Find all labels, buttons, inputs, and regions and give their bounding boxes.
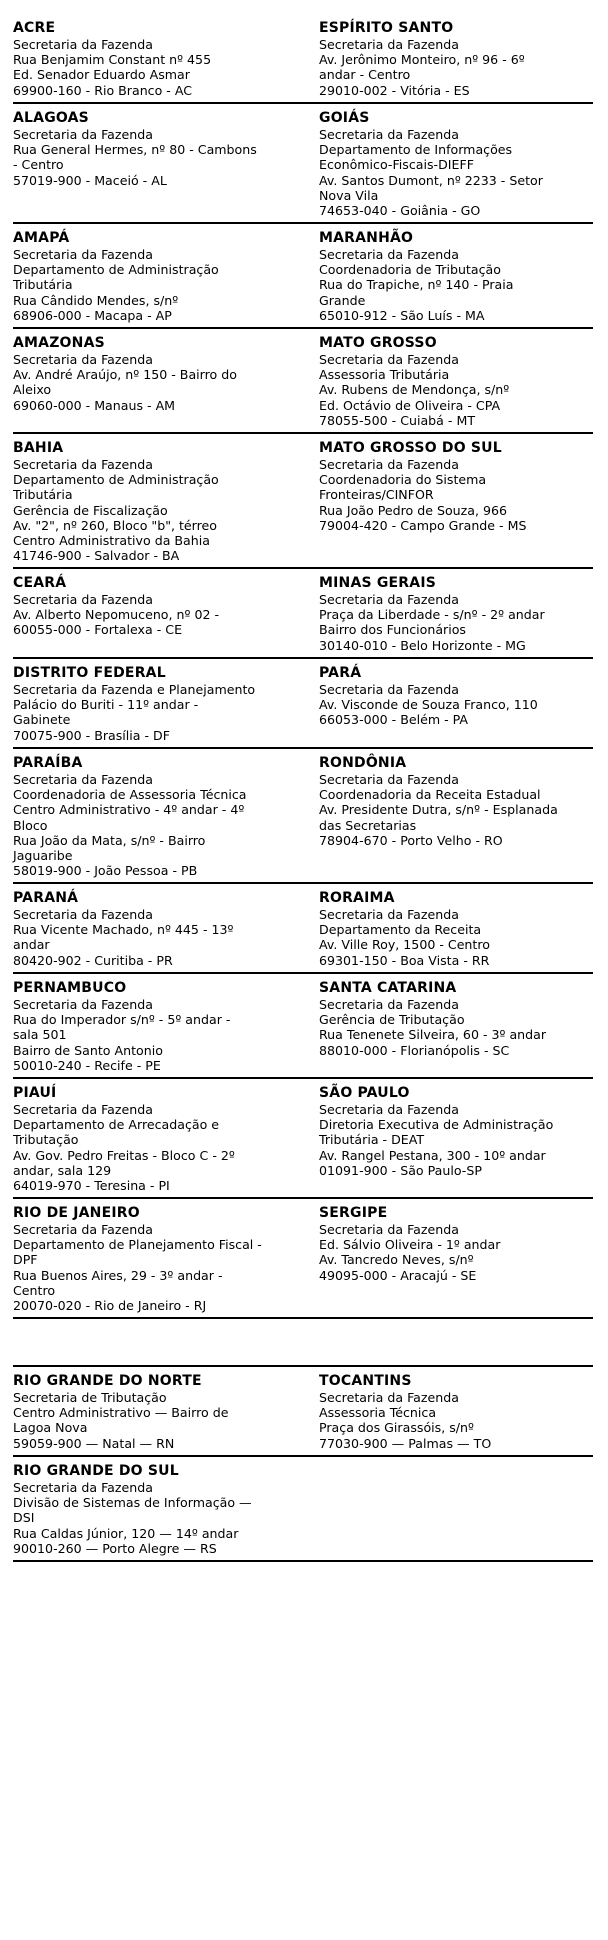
address-line: Rua Caldas Júnior, 120 — 14º andar — [13, 1525, 239, 1541]
address-line: Av. Alberto Nepomuceno, nº 02 - — [13, 607, 220, 623]
directory-column-right — [319, 14, 608, 98]
address-line: 77030-900 — Palmas — TO — [319, 1435, 492, 1451]
address-line: Lagoa Nova — [13, 1420, 88, 1436]
address-line: Divisão de Sistemas de Informação — — [13, 1495, 252, 1511]
state-entry-mato-grosso — [319, 329, 608, 428]
directory-column-right — [319, 749, 608, 848]
address-line: andar, sala 129 — [13, 1162, 112, 1178]
state-entry-parana — [13, 884, 303, 968]
address-line: Ed. Senador Eduardo Asmar — [13, 67, 190, 83]
directory-row — [13, 974, 593, 1079]
address-line: Av. Ville Roy, 1500 - Centro — [319, 937, 490, 953]
state-name: AMAPÁ — [13, 230, 70, 246]
state-entry-goias — [319, 104, 608, 218]
state-name: PERNAMBUCO — [13, 980, 127, 996]
address-line: 88010-000 - Florianópolis - SC — [319, 1042, 510, 1058]
directory-column-left — [13, 224, 303, 323]
state-entry-para — [319, 659, 608, 728]
state-entry-sao-paulo — [319, 1079, 608, 1178]
address-line: Rua do Imperador s/nº - 5º andar - — [13, 1012, 231, 1028]
address-line: Secretaria da Fazenda — [319, 457, 459, 472]
state-entry-paraiba — [13, 749, 303, 878]
address-line: Coordenadoria da Receita Estadual — [319, 787, 541, 803]
address-line: 59059-900 — Natal — RN — [13, 1435, 175, 1451]
address-line: Av. Gov. Pedro Freitas - Bloco C - 2º — [13, 1147, 235, 1163]
address-line: Departamento de Informações — [319, 142, 513, 158]
address-line: Assessoria Tributária — [319, 367, 450, 383]
state-name: TOCANTINS — [319, 1373, 412, 1389]
directory-row — [13, 14, 593, 104]
directory-row — [13, 104, 593, 224]
state-name: PARÁ — [319, 665, 362, 681]
address-line: Secretaria da Fazenda — [319, 352, 459, 367]
address-line: Secretaria de Tributação — [13, 1390, 167, 1405]
state-name: SÃO PAULO — [319, 1085, 410, 1101]
state-entry-rio-de-janeiro — [13, 1199, 303, 1313]
state-entry-espirito-santo — [319, 14, 608, 98]
directory-column-left — [13, 434, 303, 563]
directory-block-1 — [13, 14, 593, 1319]
directory-column-right — [319, 974, 608, 1058]
address-line: Departamento de Planejamento Fiscal - — [13, 1237, 262, 1253]
address-line: 30140-010 - Belo Horizonte - MG — [319, 637, 526, 653]
state-entry-amapa — [13, 224, 303, 323]
state-name: MATO GROSSO DO SUL — [319, 440, 502, 456]
address-line: Diretoria Executiva de Administração — [319, 1117, 554, 1133]
state-name: RORAIMA — [319, 890, 395, 906]
address-line: Secretaria da Fazenda — [13, 37, 153, 52]
address-line: DPF — [13, 1252, 38, 1268]
directory-column-left — [13, 884, 303, 968]
address-line: Nova Vila — [319, 187, 379, 203]
directory-column-left — [13, 749, 303, 878]
address-line: Av. Rangel Pestana, 300 - 10º andar — [319, 1147, 546, 1163]
state-entry-sergipe — [319, 1199, 608, 1283]
state-entry-minas-gerais — [319, 569, 608, 653]
address-line: 41746-900 - Salvador - BA — [13, 548, 180, 564]
address-line: Secretaria da Fazenda — [319, 37, 459, 52]
address-line: Secretaria da Fazenda — [13, 1222, 153, 1237]
address-line: DSI — [13, 1510, 35, 1526]
state-entry-amazonas — [13, 329, 303, 413]
address-line: 20070-020 - Rio de Janeiro - RJ — [13, 1298, 207, 1314]
address-line: Departamento de Administração — [13, 472, 219, 488]
address-line: 50010-240 - Recife - PE — [13, 1057, 161, 1073]
state-entry-bahia — [13, 434, 303, 563]
address-line: Secretaria da Fazenda — [319, 592, 459, 607]
address-line: Departamento de Arrecadação e — [13, 1117, 220, 1133]
state-entry-tocantins — [319, 1367, 608, 1451]
address-line: 29010-002 - Vitória - ES — [319, 82, 470, 98]
directory-block-2 — [13, 1365, 593, 1562]
address-line: Av. Presidente Dutra, s/nº - Esplanada — [319, 802, 558, 818]
address-line: Tributária - DEAT — [319, 1132, 425, 1148]
directory-column-right — [319, 569, 608, 653]
address-line: Centro Administrativo - 4º andar - 4º — [13, 802, 245, 818]
directory-column-left — [13, 14, 303, 98]
address-line: Secretaria da Fazenda — [319, 1390, 459, 1405]
state-entry-mato-grosso-do-sul — [319, 434, 608, 533]
address-line: Bloco — [13, 817, 48, 833]
directory-column-left — [13, 974, 303, 1073]
address-line: Palácio do Buriti - 11º andar - — [13, 697, 199, 713]
state-name: RONDÔNIA — [319, 755, 407, 771]
directory-row — [13, 1365, 593, 1457]
address-line: Tributária — [13, 487, 73, 503]
state-name: PARANÁ — [13, 890, 79, 906]
address-line: Secretaria da Fazenda — [13, 997, 153, 1012]
directory-column-left — [13, 1367, 303, 1451]
directory-column-right — [319, 1367, 608, 1451]
directory-row — [13, 884, 593, 974]
address-line: Rua João Pedro de Souza, 966 — [319, 502, 508, 518]
address-line: Secretaria da Fazenda — [319, 1102, 459, 1117]
address-line: Grande — [319, 292, 366, 308]
state-entry-santa-catarina — [319, 974, 608, 1058]
address-line: Secretaria da Fazenda — [319, 682, 459, 697]
address-line: Centro Administrativo — Bairro de — [13, 1405, 229, 1421]
address-line: Secretaria da Fazenda — [319, 997, 459, 1012]
address-line: 68906-000 - Macapa - AP — [13, 307, 172, 323]
address-line: Av. "2", nº 260, Bloco "b", térreo — [13, 517, 217, 533]
address-line: Av. Jerônimo Monteiro, nº 96 - 6º — [319, 52, 525, 68]
address-line: 69060-000 - Manaus - AM — [13, 397, 176, 413]
state-entry-rio-grande-do-sul — [13, 1457, 303, 1556]
directory-column-left — [13, 1457, 303, 1556]
address-line: Secretaria da Fazenda — [319, 1222, 459, 1237]
address-line: Rua Benjamim Constant nº 455 — [13, 52, 212, 68]
state-name: SERGIPE — [319, 1205, 388, 1221]
state-entry-pernambuco — [13, 974, 303, 1073]
address-line: Secretaria da Fazenda — [13, 247, 153, 262]
address-line: andar - Centro — [319, 67, 411, 83]
state-name: AMAZONAS — [13, 335, 105, 351]
address-line: Rua Buenos Aires, 29 - 3º andar - — [13, 1267, 223, 1283]
address-line: Av. Tancredo Neves, s/nº — [319, 1252, 474, 1268]
address-line: 69301-150 - Boa Vista - RR — [319, 952, 490, 968]
address-line: Gerência de Tributação — [319, 1012, 465, 1028]
directory-column-right — [319, 224, 608, 323]
address-line: 70075-900 - Brasília - DF — [13, 727, 170, 743]
directory-column-left — [13, 104, 303, 188]
address-line: 58019-900 - João Pessoa - PB — [13, 863, 198, 879]
address-line: Rua Vicente Machado, nº 445 - 13º — [13, 922, 234, 938]
section-gap — [13, 1319, 593, 1365]
address-line: 01091-900 - São Paulo-SP — [319, 1162, 482, 1178]
address-line: sala 501 — [13, 1027, 67, 1043]
state-entry-rio-grande-do-norte — [13, 1367, 303, 1451]
directory-row — [13, 749, 593, 884]
address-line: 57019-900 - Maceió - AL — [13, 172, 167, 188]
state-name: MARANHÃO — [319, 230, 414, 246]
address-line: Secretaria da Fazenda — [13, 592, 153, 607]
directory-row — [13, 329, 593, 434]
directory-column-right — [319, 434, 608, 533]
address-line: Secretaria da Fazenda e Planejamento — [13, 682, 256, 697]
directory-row — [13, 659, 593, 749]
address-line: Coordenadoria de Assessoria Técnica — [13, 787, 247, 803]
address-line: 90010-260 — Porto Alegre — RS — [13, 1540, 217, 1556]
directory-column-right — [319, 329, 608, 428]
directory-row — [13, 1079, 593, 1199]
address-line: Rua General Hermes, nº 80 - Cambons — [13, 142, 257, 158]
address-line: 64019-970 - Teresina - PI — [13, 1178, 170, 1194]
directory-row — [13, 1457, 593, 1562]
directory-row — [13, 1199, 593, 1319]
address-line: Secretaria da Fazenda — [13, 772, 153, 787]
address-line: Secretaria da Fazenda — [13, 127, 153, 142]
address-line: das Secretarias — [319, 817, 417, 833]
address-line: Praça dos Girassóis, s/nº — [319, 1420, 474, 1436]
state-name: PIAUÍ — [13, 1085, 57, 1101]
address-line: Coordenadoria do Sistema — [319, 472, 487, 488]
address-line: 69900-160 - Rio Branco - AC — [13, 82, 193, 98]
address-line: Secretaria da Fazenda — [13, 1102, 153, 1117]
address-line: Rua Cândido Mendes, s/nº — [13, 292, 179, 308]
address-line: Secretaria da Fazenda — [13, 352, 153, 367]
state-tax-office-directory — [13, 14, 593, 1562]
address-line: Bairro de Santo Antonio — [13, 1042, 163, 1058]
address-line: 79004-420 - Campo Grande - MS — [319, 517, 527, 533]
address-line: Praça da Liberdade - s/nº - 2º andar — [319, 607, 545, 623]
address-line: 74653-040 - Goiânia - GO — [319, 203, 481, 219]
state-name: GOIÁS — [319, 110, 370, 126]
address-line: 66053-000 - Belém - PA — [319, 712, 469, 728]
address-line: Secretaria da Fazenda — [319, 907, 459, 922]
directory-column-right — [319, 1079, 608, 1178]
address-line: Ed. Octávio de Oliveira - CPA — [319, 397, 501, 413]
directory-column-right — [319, 1199, 608, 1283]
address-line: Gerência de Fiscalização — [13, 502, 168, 518]
address-line: Secretaria da Fazenda — [319, 247, 459, 262]
state-name: MINAS GERAIS — [319, 575, 437, 591]
address-line: Bairro dos Funcionários — [319, 622, 466, 638]
address-line: - Centro — [13, 157, 64, 173]
address-line: Assessoria Técnica — [319, 1405, 437, 1421]
state-entry-distrito-federal — [13, 659, 303, 743]
state-name: ALAGOAS — [13, 110, 89, 126]
address-line: Tributação — [13, 1132, 79, 1148]
state-name: ESPÍRITO SANTO — [319, 20, 454, 36]
address-line: Av. Visconde de Souza Franco, 110 — [319, 697, 538, 713]
directory-column-right — [319, 884, 608, 968]
address-line: Rua João da Mata, s/nº - Bairro — [13, 832, 206, 848]
directory-column-right — [319, 104, 608, 218]
directory-column-left — [13, 659, 303, 743]
address-line: Jaguaribe — [13, 848, 73, 864]
state-entry-roraima — [319, 884, 608, 968]
address-line: Secretaria da Fazenda — [319, 127, 459, 142]
directory-row — [13, 224, 593, 329]
state-name: MATO GROSSO — [319, 335, 437, 351]
address-line: Fronteiras/CINFOR — [319, 487, 434, 503]
directory-column-right — [319, 659, 608, 728]
address-line: Rua do Trapiche, nº 140 - Praia — [319, 277, 514, 293]
state-name: PARAÍBA — [13, 755, 83, 771]
address-line: Econômico-Fiscais-DIEFF — [319, 157, 474, 173]
state-name: RIO GRANDE DO SUL — [13, 1463, 179, 1479]
address-line: 65010-912 - São Luís - MA — [319, 307, 485, 323]
address-line: 49095-000 - Aracajú - SE — [319, 1267, 477, 1283]
address-line: Centro Administrativo da Bahia — [13, 533, 210, 549]
state-name: BAHIA — [13, 440, 64, 456]
directory-column-left — [13, 329, 303, 413]
state-entry-ceara — [13, 569, 303, 638]
address-line: Secretaria da Fazenda — [13, 457, 153, 472]
address-line: Aleixo — [13, 382, 52, 398]
address-line: Av. Rubens de Mendonça, s/nº — [319, 382, 510, 398]
state-name: ACRE — [13, 20, 56, 36]
state-entry-alagoas — [13, 104, 303, 188]
address-line: Rua Tenenete Silveira, 60 - 3º andar — [319, 1027, 547, 1043]
address-line: 78904-670 - Porto Velho - RO — [319, 832, 503, 848]
address-line: andar — [13, 937, 50, 953]
state-entry-acre — [13, 14, 303, 98]
state-name: CEARÁ — [13, 575, 67, 591]
address-line: Ed. Sálvio Oliveira - 1º andar — [319, 1237, 501, 1253]
directory-row — [13, 569, 593, 659]
state-entry-maranhao — [319, 224, 608, 323]
state-name: RIO GRANDE DO NORTE — [13, 1373, 202, 1389]
directory-column-left — [13, 1199, 303, 1313]
address-line: Gabinete — [13, 712, 71, 728]
directory-column-left — [13, 1079, 303, 1193]
state-entry-piaui — [13, 1079, 303, 1193]
address-line: Departamento da Receita — [319, 922, 482, 938]
address-line: Av. André Araújo, nº 150 - Bairro do — [13, 367, 237, 383]
state-name: RIO DE JANEIRO — [13, 1205, 140, 1221]
address-line: Tributária — [13, 277, 73, 293]
state-name: SANTA CATARINA — [319, 980, 457, 996]
state-entry-rondonia — [319, 749, 608, 848]
address-line: Centro — [13, 1282, 56, 1298]
address-line: Av. Santos Dumont, nº 2233 - Setor — [319, 172, 543, 188]
address-line: 80420-902 - Curitiba - PR — [13, 952, 173, 968]
address-line: 78055-500 - Cuiabá - MT — [319, 412, 476, 428]
address-line: Secretaria da Fazenda — [319, 772, 459, 787]
address-line: 60055-000 - Fortalexa - CE — [13, 622, 183, 638]
directory-column-left — [13, 569, 303, 638]
address-line: Secretaria da Fazenda — [13, 1480, 153, 1495]
address-line: Secretaria da Fazenda — [13, 907, 153, 922]
address-line: Departamento de Administração — [13, 262, 219, 278]
address-line: Coordenadoria de Tributação — [319, 262, 501, 278]
state-name: DISTRITO FEDERAL — [13, 665, 166, 681]
directory-row — [13, 434, 593, 569]
